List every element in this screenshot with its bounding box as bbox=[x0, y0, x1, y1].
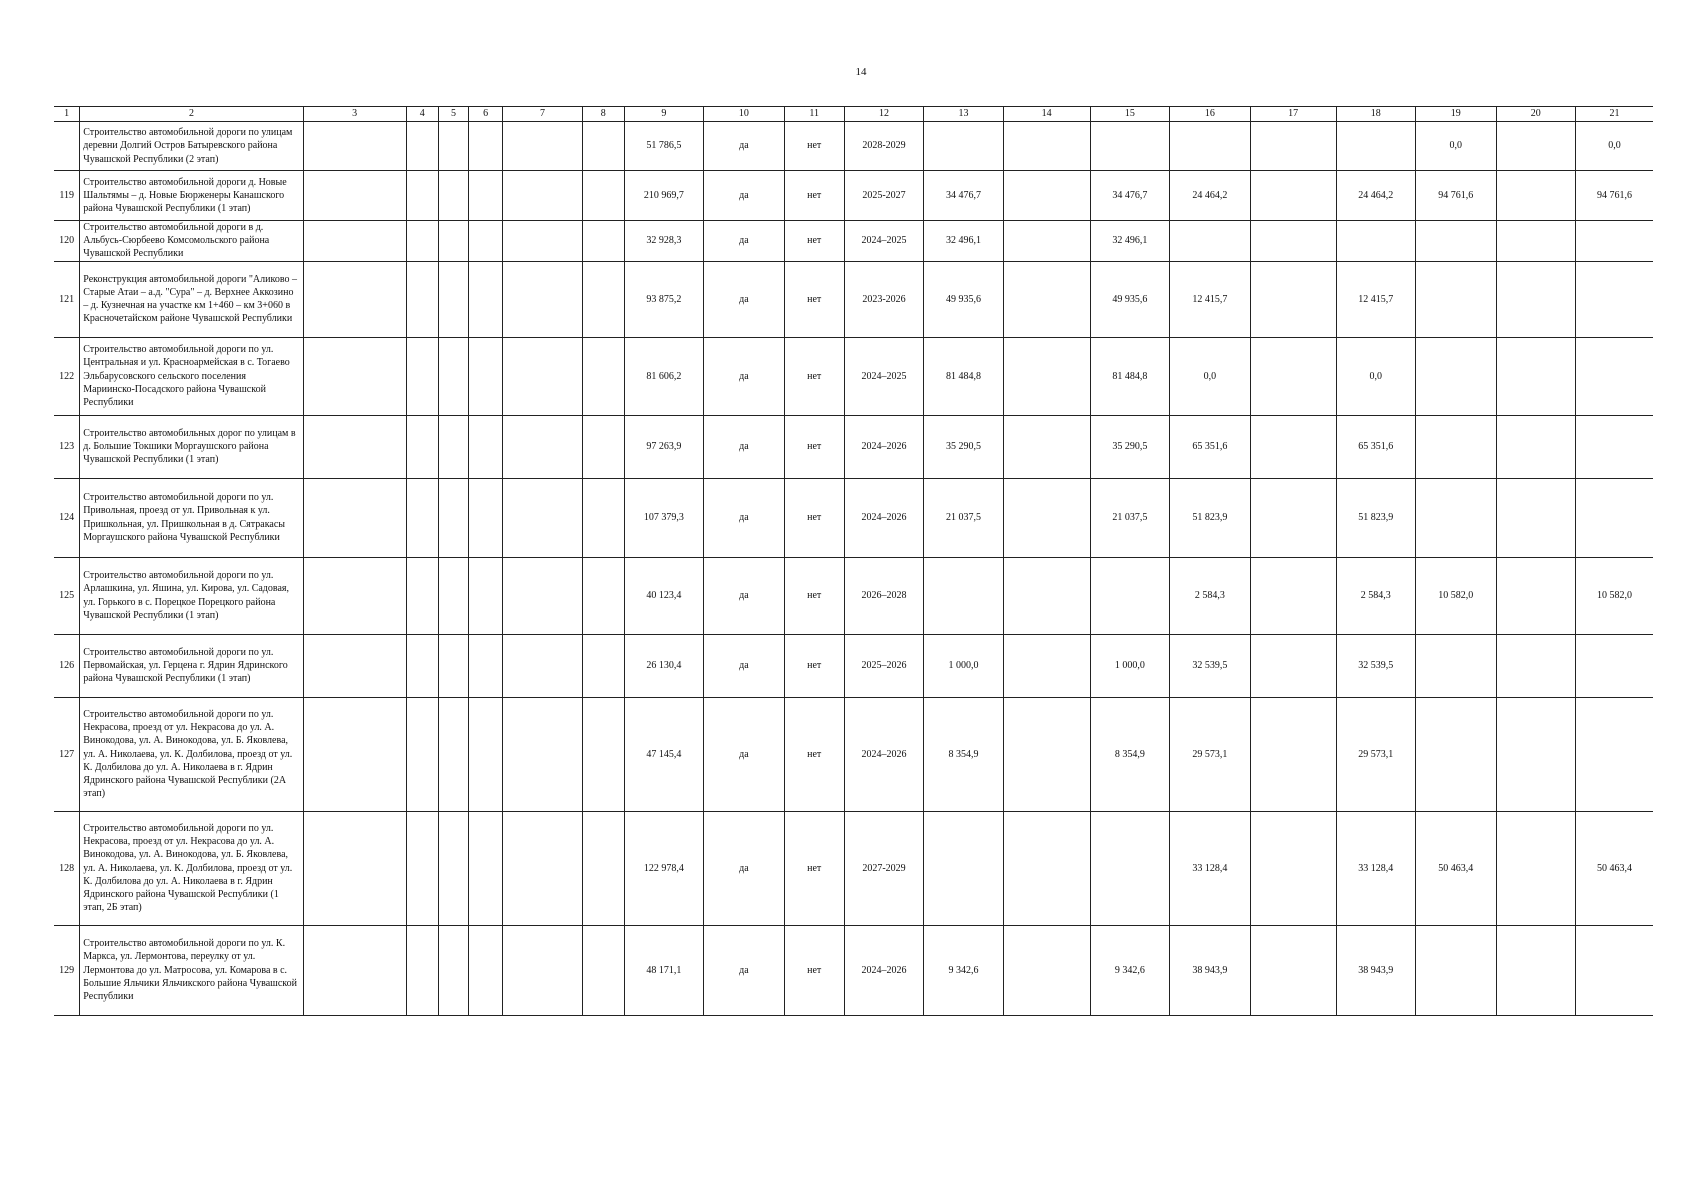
cell-flag-no: нет bbox=[784, 122, 844, 171]
header-cell-7: 7 bbox=[503, 107, 582, 122]
cell-period: 2024–2025 bbox=[844, 337, 923, 415]
cell-col-14 bbox=[1003, 415, 1090, 478]
cell-col-17 bbox=[1250, 261, 1336, 337]
table-row bbox=[54, 634, 1653, 697]
cell-col-6 bbox=[468, 122, 502, 171]
cell-col-15: 8 354,9 bbox=[1090, 697, 1169, 811]
cell-col-20 bbox=[1496, 261, 1575, 337]
table-row bbox=[54, 171, 1653, 221]
cell-col-5 bbox=[438, 122, 468, 171]
header-row bbox=[54, 107, 1653, 122]
header-cell-16: 16 bbox=[1170, 107, 1251, 122]
cell-col-7 bbox=[503, 697, 582, 811]
header-cell-15: 15 bbox=[1090, 107, 1169, 122]
cell-col-19 bbox=[1415, 415, 1496, 478]
cell-col-5 bbox=[438, 337, 468, 415]
cell-flag-yes: да bbox=[704, 337, 785, 415]
cell-col-6 bbox=[468, 811, 502, 925]
header-cell-19: 19 bbox=[1415, 107, 1496, 122]
cell-col-15: 21 037,5 bbox=[1090, 478, 1169, 557]
cell-col-21 bbox=[1575, 337, 1653, 415]
cell-col-18: 24 464,2 bbox=[1336, 171, 1415, 221]
cell-col-14 bbox=[1003, 925, 1090, 1015]
cell-col-21: 10 582,0 bbox=[1575, 557, 1653, 634]
cell-col-14 bbox=[1003, 811, 1090, 925]
cell-col-3 bbox=[303, 261, 406, 337]
cell-col-4 bbox=[406, 261, 438, 337]
cell-flag-yes: да bbox=[704, 415, 785, 478]
cell-col-20 bbox=[1496, 171, 1575, 221]
cell-col-17 bbox=[1250, 171, 1336, 221]
cell-col-14 bbox=[1003, 557, 1090, 634]
cell-col-21: 94 761,6 bbox=[1575, 171, 1653, 221]
cell-col-6 bbox=[468, 171, 502, 221]
cell-col-7 bbox=[503, 261, 582, 337]
cell-object-name: Строительство автомобильной дороги по ул. Привольная, проезд от ул. Привольная к ул. Пришкольная, ул. Пришкольная в д. Сятракасы Моргаушского района Чувашской Республики bbox=[80, 478, 303, 557]
cell-row-number: 128 bbox=[54, 811, 80, 925]
cell-col-3 bbox=[303, 171, 406, 221]
cell-col-14 bbox=[1003, 261, 1090, 337]
cell-col-21 bbox=[1575, 415, 1653, 478]
cell-col-8 bbox=[582, 261, 624, 337]
cell-col-17 bbox=[1250, 557, 1336, 634]
cell-col-6 bbox=[468, 925, 502, 1015]
table-row bbox=[54, 415, 1653, 478]
cell-object-name: Строительство автомобильной дороги по ул. Некрасова, проезд от ул. Некрасова до ул. А. Винокодова, ул. А. Винокодова, ул. Б. Яковлева, ул. А. Николаева, ул. К. Долбилова, проезд от ул. К. Долбилова до ул. А. Николаева в г. Ядрин Ядринского района Чувашской Республики (2А этап) bbox=[80, 697, 303, 811]
table-row bbox=[54, 261, 1653, 337]
cell-col-8 bbox=[582, 811, 624, 925]
cell-col-20 bbox=[1496, 122, 1575, 171]
cell-col-16 bbox=[1170, 122, 1251, 171]
cell-col-16: 12 415,7 bbox=[1170, 261, 1251, 337]
cell-col-6 bbox=[468, 557, 502, 634]
cell-col-6 bbox=[468, 415, 502, 478]
cell-flag-yes: да bbox=[704, 557, 785, 634]
cell-col-21 bbox=[1575, 221, 1653, 262]
cell-col-8 bbox=[582, 122, 624, 171]
cell-col-13: 34 476,7 bbox=[924, 171, 1003, 221]
cell-col-7 bbox=[503, 634, 582, 697]
header-cell-14: 14 bbox=[1003, 107, 1090, 122]
cell-col-4 bbox=[406, 171, 438, 221]
cell-flag-no: нет bbox=[784, 221, 844, 262]
cell-col-5 bbox=[438, 557, 468, 634]
cell-col-4 bbox=[406, 557, 438, 634]
header-cell-17: 17 bbox=[1250, 107, 1336, 122]
cell-col-7 bbox=[503, 122, 582, 171]
cell-col-15: 9 342,6 bbox=[1090, 925, 1169, 1015]
cell-period: 2028-2029 bbox=[844, 122, 923, 171]
cell-col-6 bbox=[468, 697, 502, 811]
cell-col-13: 8 354,9 bbox=[924, 697, 1003, 811]
table-row bbox=[54, 478, 1653, 557]
cell-col-21: 0,0 bbox=[1575, 122, 1653, 171]
cell-period: 2025-2027 bbox=[844, 171, 923, 221]
cell-flag-no: нет bbox=[784, 261, 844, 337]
cell-row-number: 123 bbox=[54, 415, 80, 478]
header-cell-20: 20 bbox=[1496, 107, 1575, 122]
cell-col-6 bbox=[468, 261, 502, 337]
cell-col-19: 10 582,0 bbox=[1415, 557, 1496, 634]
header-cell-13: 13 bbox=[924, 107, 1003, 122]
cell-row-number: 121 bbox=[54, 261, 80, 337]
cell-col-16: 32 539,5 bbox=[1170, 634, 1251, 697]
cell-col-16: 33 128,4 bbox=[1170, 811, 1251, 925]
cell-col-14 bbox=[1003, 171, 1090, 221]
cell-col-8 bbox=[582, 337, 624, 415]
cell-col-4 bbox=[406, 221, 438, 262]
cell-flag-no: нет bbox=[784, 634, 844, 697]
cell-col-3 bbox=[303, 557, 406, 634]
cell-col-20 bbox=[1496, 221, 1575, 262]
cell-col-17 bbox=[1250, 811, 1336, 925]
cell-col-14 bbox=[1003, 221, 1090, 262]
cell-row-number: 124 bbox=[54, 478, 80, 557]
cell-object-name: Строительство автомобильной дороги по ул. К. Маркса, ул. Лермонтова, переулку от ул. Лермонтова до ул. Матросова, ул. Комарова в с. Большие Яльчики Яльчикского района Чувашской Республики bbox=[80, 925, 303, 1015]
cell-col-20 bbox=[1496, 415, 1575, 478]
cell-col-20 bbox=[1496, 811, 1575, 925]
cell-cost-value: 97 263,9 bbox=[624, 415, 703, 478]
cell-flag-no: нет bbox=[784, 811, 844, 925]
cell-period: 2024–2026 bbox=[844, 925, 923, 1015]
cell-col-5 bbox=[438, 171, 468, 221]
cell-col-17 bbox=[1250, 697, 1336, 811]
cell-col-21 bbox=[1575, 697, 1653, 811]
cell-col-13: 81 484,8 bbox=[924, 337, 1003, 415]
cell-flag-no: нет bbox=[784, 925, 844, 1015]
cell-row-number: 120 bbox=[54, 221, 80, 262]
cell-cost-value: 40 123,4 bbox=[624, 557, 703, 634]
cell-col-14 bbox=[1003, 122, 1090, 171]
cell-col-3 bbox=[303, 221, 406, 262]
cell-col-3 bbox=[303, 122, 406, 171]
cell-col-4 bbox=[406, 478, 438, 557]
cell-col-14 bbox=[1003, 478, 1090, 557]
cell-col-5 bbox=[438, 925, 468, 1015]
cell-col-5 bbox=[438, 697, 468, 811]
cell-col-21 bbox=[1575, 261, 1653, 337]
cell-col-18: 33 128,4 bbox=[1336, 811, 1415, 925]
cell-period: 2024–2026 bbox=[844, 415, 923, 478]
cell-col-8 bbox=[582, 925, 624, 1015]
cell-cost-value: 48 171,1 bbox=[624, 925, 703, 1015]
cell-period: 2024–2026 bbox=[844, 697, 923, 811]
cell-col-19 bbox=[1415, 478, 1496, 557]
cell-col-18: 2 584,3 bbox=[1336, 557, 1415, 634]
cell-col-21 bbox=[1575, 925, 1653, 1015]
cell-col-13: 9 342,6 bbox=[924, 925, 1003, 1015]
table-row bbox=[54, 557, 1653, 634]
cell-flag-yes: да bbox=[704, 925, 785, 1015]
cell-col-19 bbox=[1415, 925, 1496, 1015]
table-row bbox=[54, 811, 1653, 925]
cell-col-18 bbox=[1336, 122, 1415, 171]
cell-flag-no: нет bbox=[784, 557, 844, 634]
cell-cost-value: 210 969,7 bbox=[624, 171, 703, 221]
cell-object-name: Строительство автомобильной дороги по ул. Первомайская, ул. Герцена г. Ядрин Ядринского района Чувашской Республики (1 этап) bbox=[80, 634, 303, 697]
cell-row-number: 126 bbox=[54, 634, 80, 697]
cell-col-7 bbox=[503, 171, 582, 221]
cell-col-18: 0,0 bbox=[1336, 337, 1415, 415]
cell-col-16: 24 464,2 bbox=[1170, 171, 1251, 221]
cell-col-8 bbox=[582, 634, 624, 697]
cell-col-13: 1 000,0 bbox=[924, 634, 1003, 697]
cell-col-4 bbox=[406, 697, 438, 811]
cell-col-3 bbox=[303, 478, 406, 557]
cell-row-number bbox=[54, 122, 80, 171]
cell-col-7 bbox=[503, 478, 582, 557]
header-cell-12: 12 bbox=[844, 107, 923, 122]
table-row bbox=[54, 122, 1653, 171]
cell-col-21 bbox=[1575, 478, 1653, 557]
cell-object-name: Строительство автомобильной дороги в д. Альбусь-Сюрбеево Комсомольского района Чувашской Республики bbox=[80, 221, 303, 262]
cell-flag-yes: да bbox=[704, 261, 785, 337]
cell-col-5 bbox=[438, 811, 468, 925]
cell-col-20 bbox=[1496, 697, 1575, 811]
cell-col-19: 0,0 bbox=[1415, 122, 1496, 171]
cell-col-19: 94 761,6 bbox=[1415, 171, 1496, 221]
header-cell-2: 2 bbox=[80, 107, 303, 122]
cell-col-21: 50 463,4 bbox=[1575, 811, 1653, 925]
cell-col-17 bbox=[1250, 478, 1336, 557]
cell-col-21 bbox=[1575, 634, 1653, 697]
table-row bbox=[54, 221, 1653, 262]
cell-col-3 bbox=[303, 415, 406, 478]
cell-object-name: Строительство автомобильной дороги по улицам деревни Долгий Остров Батыревского района Чувашской Республики (2 этап) bbox=[80, 122, 303, 171]
header-cell-21: 21 bbox=[1575, 107, 1653, 122]
cell-col-15: 34 476,7 bbox=[1090, 171, 1169, 221]
cell-col-6 bbox=[468, 221, 502, 262]
cell-col-13: 21 037,5 bbox=[924, 478, 1003, 557]
cell-col-16: 65 351,6 bbox=[1170, 415, 1251, 478]
cell-col-17 bbox=[1250, 221, 1336, 262]
cell-col-15 bbox=[1090, 557, 1169, 634]
cell-cost-value: 51 786,5 bbox=[624, 122, 703, 171]
cell-col-16 bbox=[1170, 221, 1251, 262]
cell-col-7 bbox=[503, 811, 582, 925]
cell-col-4 bbox=[406, 634, 438, 697]
cell-col-18: 38 943,9 bbox=[1336, 925, 1415, 1015]
cell-flag-yes: да bbox=[704, 221, 785, 262]
cell-col-13 bbox=[924, 557, 1003, 634]
cell-col-4 bbox=[406, 337, 438, 415]
cell-col-3 bbox=[303, 337, 406, 415]
cell-col-7 bbox=[503, 415, 582, 478]
cell-cost-value: 26 130,4 bbox=[624, 634, 703, 697]
cell-col-13 bbox=[924, 122, 1003, 171]
cell-object-name: Строительство автомобильной дороги по ул. Центральная и ул. Красноармейская в с. Тогаево Эльбарусовского сельского поселения Мариинско-Посадского района Чувашской Республики bbox=[80, 337, 303, 415]
cell-period: 2023-2026 bbox=[844, 261, 923, 337]
cell-col-6 bbox=[468, 337, 502, 415]
cell-col-15: 1 000,0 bbox=[1090, 634, 1169, 697]
cell-col-15: 49 935,6 bbox=[1090, 261, 1169, 337]
cell-col-19 bbox=[1415, 221, 1496, 262]
cell-col-8 bbox=[582, 171, 624, 221]
cell-cost-value: 47 145,4 bbox=[624, 697, 703, 811]
cell-col-16: 38 943,9 bbox=[1170, 925, 1251, 1015]
cell-cost-value: 107 379,3 bbox=[624, 478, 703, 557]
cell-period: 2024–2026 bbox=[844, 478, 923, 557]
cell-col-3 bbox=[303, 697, 406, 811]
cell-flag-yes: да bbox=[704, 811, 785, 925]
cell-col-15: 32 496,1 bbox=[1090, 221, 1169, 262]
cell-period: 2025–2026 bbox=[844, 634, 923, 697]
cell-cost-value: 122 978,4 bbox=[624, 811, 703, 925]
cell-col-13: 32 496,1 bbox=[924, 221, 1003, 262]
cell-cost-value: 32 928,3 bbox=[624, 221, 703, 262]
cell-col-5 bbox=[438, 221, 468, 262]
cell-col-15 bbox=[1090, 811, 1169, 925]
table-row bbox=[54, 925, 1653, 1015]
cell-col-17 bbox=[1250, 122, 1336, 171]
cell-col-3 bbox=[303, 925, 406, 1015]
cell-col-16: 29 573,1 bbox=[1170, 697, 1251, 811]
cell-col-4 bbox=[406, 415, 438, 478]
cell-col-5 bbox=[438, 415, 468, 478]
cell-col-17 bbox=[1250, 415, 1336, 478]
cell-col-15 bbox=[1090, 122, 1169, 171]
cell-col-20 bbox=[1496, 557, 1575, 634]
cell-col-18: 32 539,5 bbox=[1336, 634, 1415, 697]
cell-col-4 bbox=[406, 122, 438, 171]
cell-col-19: 50 463,4 bbox=[1415, 811, 1496, 925]
cell-col-18: 12 415,7 bbox=[1336, 261, 1415, 337]
cell-col-16: 2 584,3 bbox=[1170, 557, 1251, 634]
cell-cost-value: 93 875,2 bbox=[624, 261, 703, 337]
cell-col-8 bbox=[582, 478, 624, 557]
cell-col-14 bbox=[1003, 337, 1090, 415]
cell-col-8 bbox=[582, 557, 624, 634]
cell-col-4 bbox=[406, 925, 438, 1015]
cell-row-number: 122 bbox=[54, 337, 80, 415]
cell-col-13: 35 290,5 bbox=[924, 415, 1003, 478]
cell-col-20 bbox=[1496, 634, 1575, 697]
cell-col-20 bbox=[1496, 478, 1575, 557]
cell-col-8 bbox=[582, 415, 624, 478]
header-cell-11: 11 bbox=[784, 107, 844, 122]
header-cell-4: 4 bbox=[406, 107, 438, 122]
cell-flag-no: нет bbox=[784, 415, 844, 478]
cell-col-13: 49 935,6 bbox=[924, 261, 1003, 337]
cell-row-number: 125 bbox=[54, 557, 80, 634]
cell-col-16: 0,0 bbox=[1170, 337, 1251, 415]
cell-flag-yes: да bbox=[704, 634, 785, 697]
cell-col-20 bbox=[1496, 925, 1575, 1015]
cell-object-name: Реконструкция автомобильной дороги "Аликово – Старые Атаи – а.д. "Сура" – д. Верхнее Аккозино – д. Кузнечная на участке км 1+460 – км 3+060 в Красночетайском районе Чувашской Республики bbox=[80, 261, 303, 337]
header-cell-3: 3 bbox=[303, 107, 406, 122]
cell-flag-yes: да bbox=[704, 122, 785, 171]
cell-flag-yes: да bbox=[704, 171, 785, 221]
cell-col-5 bbox=[438, 478, 468, 557]
header-cell-8: 8 bbox=[582, 107, 624, 122]
cell-col-18: 65 351,6 bbox=[1336, 415, 1415, 478]
data-table bbox=[54, 106, 1653, 1016]
cell-flag-no: нет bbox=[784, 171, 844, 221]
cell-col-7 bbox=[503, 925, 582, 1015]
header-cell-1: 1 bbox=[54, 107, 80, 122]
cell-col-19 bbox=[1415, 337, 1496, 415]
cell-col-20 bbox=[1496, 337, 1575, 415]
cell-col-18: 51 823,9 bbox=[1336, 478, 1415, 557]
cell-col-19 bbox=[1415, 261, 1496, 337]
cell-flag-yes: да bbox=[704, 697, 785, 811]
cell-col-3 bbox=[303, 634, 406, 697]
cell-col-6 bbox=[468, 634, 502, 697]
cell-col-6 bbox=[468, 478, 502, 557]
cell-col-19 bbox=[1415, 697, 1496, 811]
cell-col-15: 81 484,8 bbox=[1090, 337, 1169, 415]
cell-object-name: Строительство автомобильной дороги по ул. Арлашкина, ул. Яшина, ул. Кирова, ул. Садовая, ул. Горького в с. Порецкое Порецкого района Чувашской Республики (1 этап) bbox=[80, 557, 303, 634]
cell-col-16: 51 823,9 bbox=[1170, 478, 1251, 557]
cell-col-17 bbox=[1250, 337, 1336, 415]
cell-col-17 bbox=[1250, 925, 1336, 1015]
header-cell-10: 10 bbox=[704, 107, 785, 122]
header-cell-5: 5 bbox=[438, 107, 468, 122]
cell-object-name: Строительство автомобильных дорог по улицам в д. Большие Токшики Моргаушского района Чувашской Республики (1 этап) bbox=[80, 415, 303, 478]
cell-object-name: Строительство автомобильной дороги д. Новые Шальтямы – д. Новые Бюрженеры Канашского района Чувашской Республики (1 этап) bbox=[80, 171, 303, 221]
cell-col-8 bbox=[582, 697, 624, 811]
cell-col-19 bbox=[1415, 634, 1496, 697]
cell-flag-yes: да bbox=[704, 478, 785, 557]
cell-row-number: 127 bbox=[54, 697, 80, 811]
cell-col-14 bbox=[1003, 634, 1090, 697]
cell-flag-no: нет bbox=[784, 478, 844, 557]
cell-col-13 bbox=[924, 811, 1003, 925]
cell-object-name: Строительство автомобильной дороги по ул. Некрасова, проезд от ул. Некрасова до ул. А. Винокодова, ул. А. Винокодова, ул. Б. Яковлева, ул. А. Николаева, ул. К. Долбилова, проезд от ул. К. Долбилова до ул. А. Николаева в г. Ядрин Ядринского района Чувашской Республики (1 этап, 2Б этап) bbox=[80, 811, 303, 925]
cell-flag-no: нет bbox=[784, 697, 844, 811]
cell-col-18: 29 573,1 bbox=[1336, 697, 1415, 811]
table-row bbox=[54, 337, 1653, 415]
cell-col-7 bbox=[503, 337, 582, 415]
cell-col-18 bbox=[1336, 221, 1415, 262]
cell-col-7 bbox=[503, 557, 582, 634]
cell-col-8 bbox=[582, 221, 624, 262]
header-cell-6: 6 bbox=[468, 107, 502, 122]
cell-col-17 bbox=[1250, 634, 1336, 697]
header-cell-9: 9 bbox=[624, 107, 703, 122]
cell-row-number: 129 bbox=[54, 925, 80, 1015]
cell-col-5 bbox=[438, 634, 468, 697]
cell-period: 2024–2025 bbox=[844, 221, 923, 262]
page-number: 14 bbox=[855, 66, 867, 78]
table-row bbox=[54, 697, 1653, 811]
cell-col-4 bbox=[406, 811, 438, 925]
cell-col-15: 35 290,5 bbox=[1090, 415, 1169, 478]
cell-period: 2027-2029 bbox=[844, 811, 923, 925]
cell-col-14 bbox=[1003, 697, 1090, 811]
cell-row-number: 119 bbox=[54, 171, 80, 221]
cell-flag-no: нет bbox=[784, 337, 844, 415]
header-cell-18: 18 bbox=[1336, 107, 1415, 122]
cell-col-5 bbox=[438, 261, 468, 337]
cell-col-3 bbox=[303, 811, 406, 925]
cell-period: 2026–2028 bbox=[844, 557, 923, 634]
cell-cost-value: 81 606,2 bbox=[624, 337, 703, 415]
cell-col-7 bbox=[503, 221, 582, 262]
